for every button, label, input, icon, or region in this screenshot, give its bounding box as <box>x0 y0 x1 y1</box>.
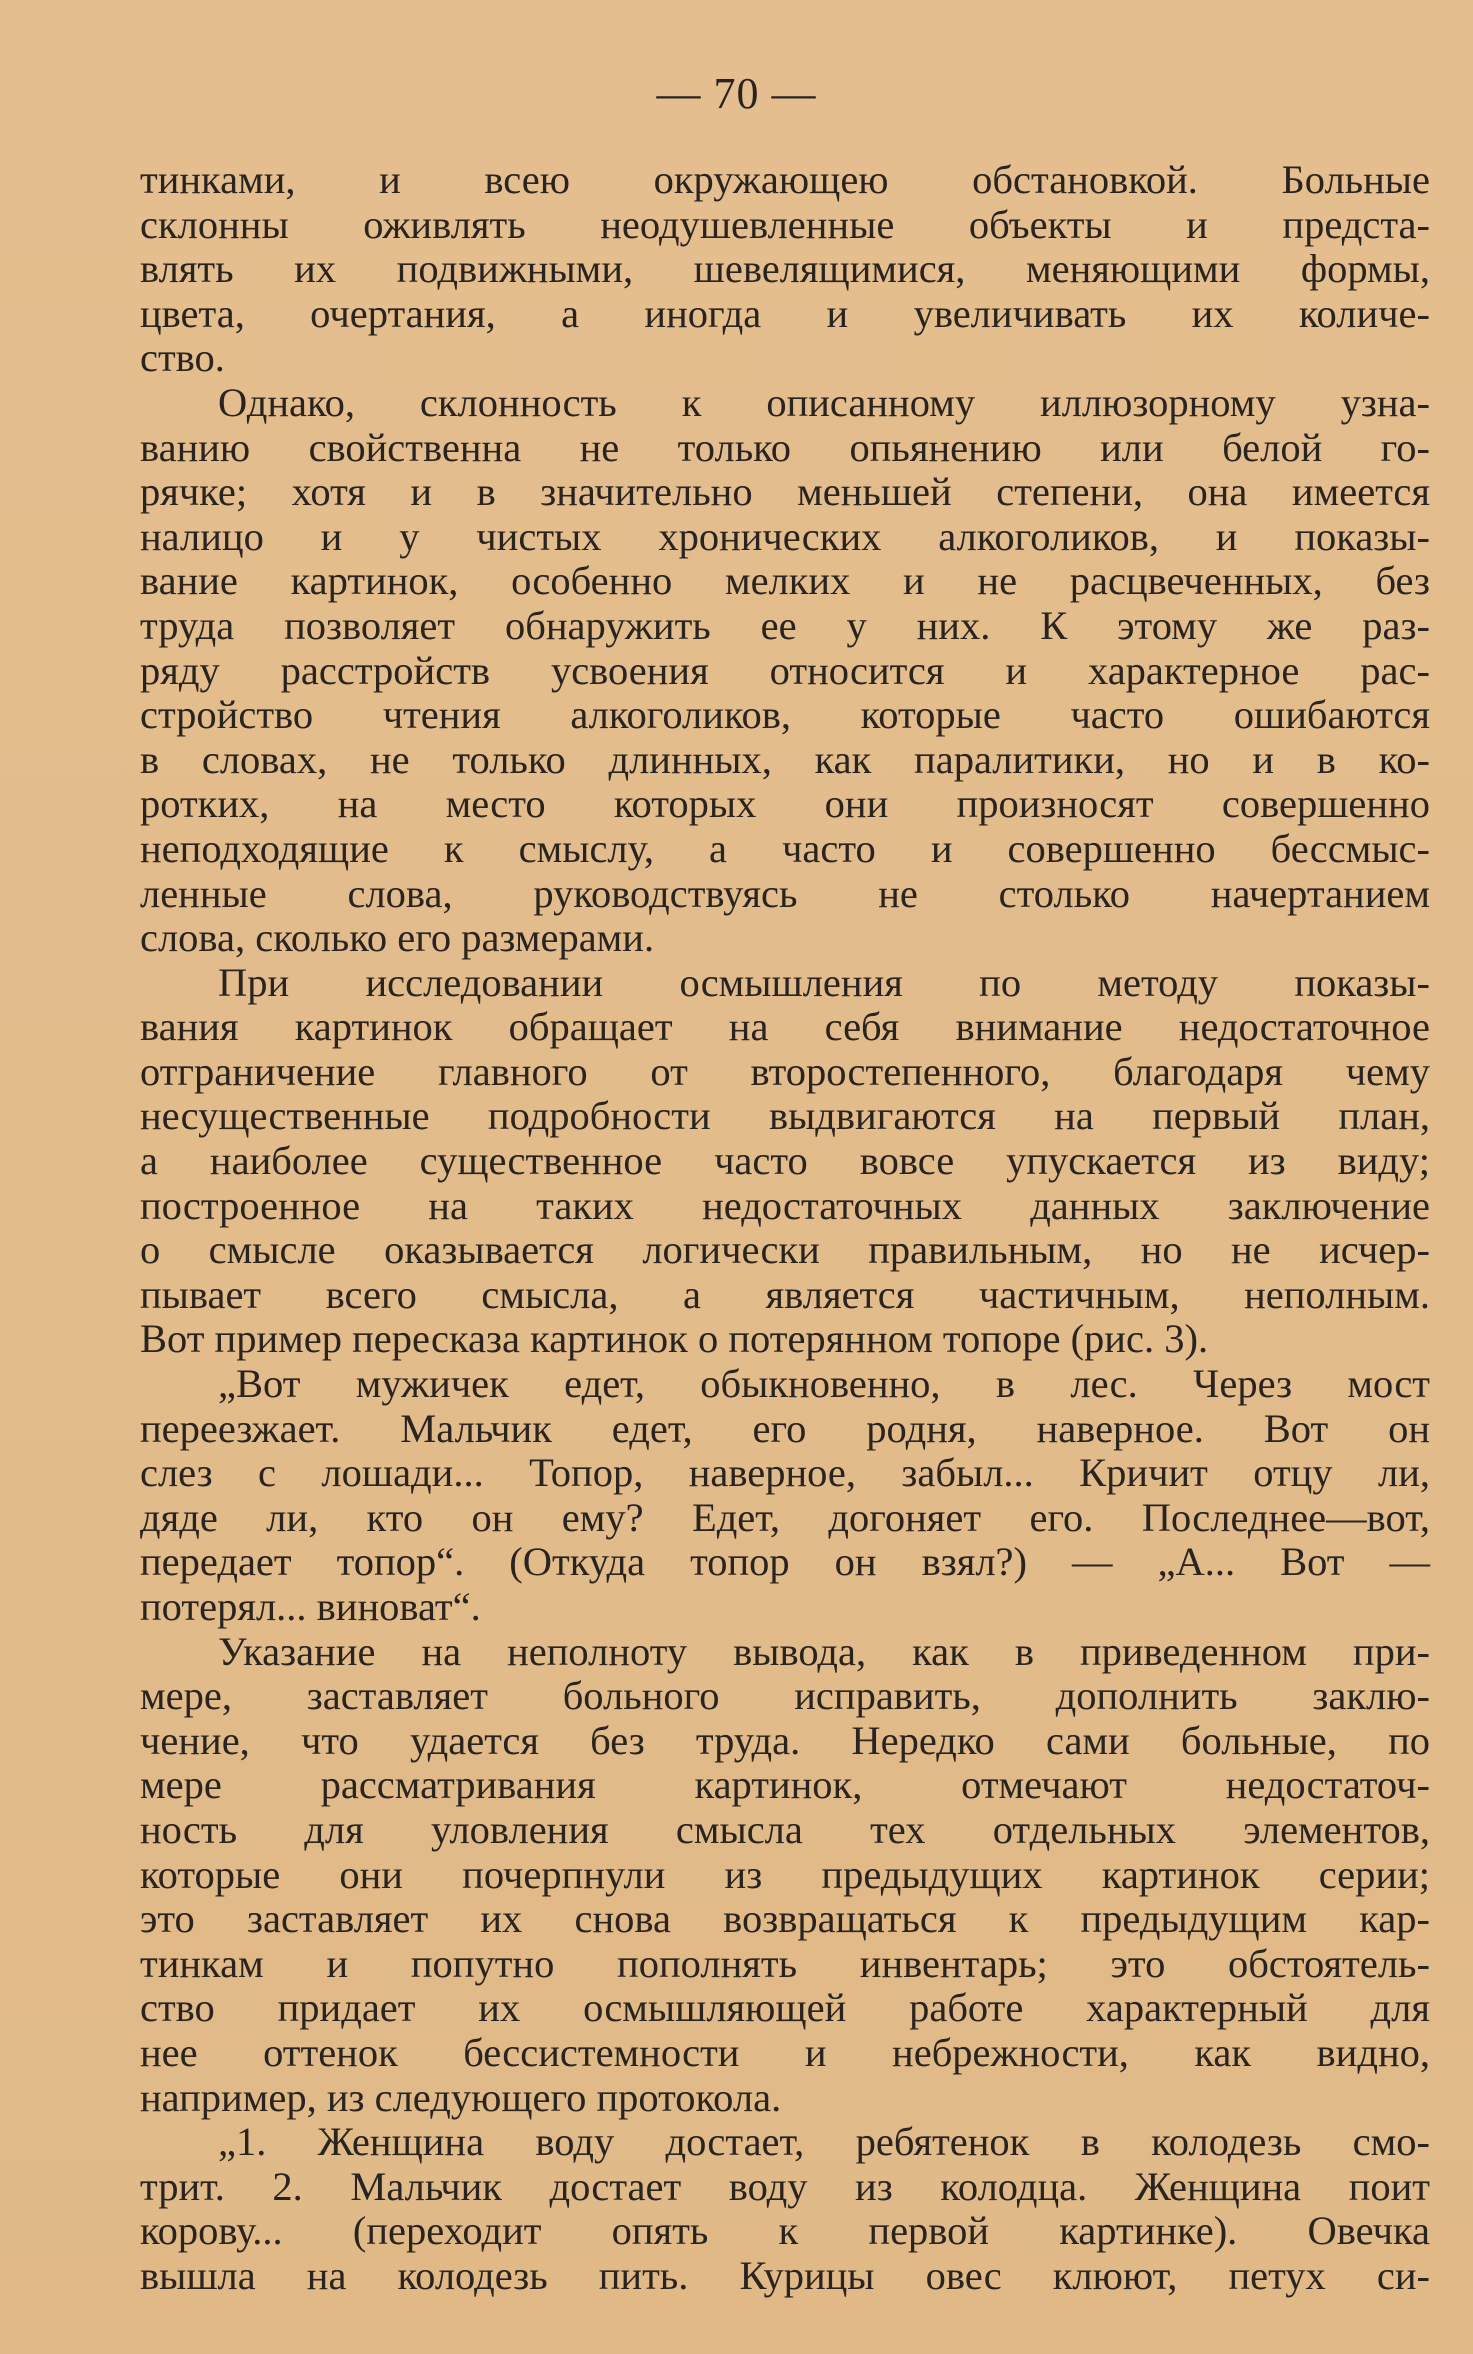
paragraph <box>140 961 1430 1362</box>
text-line: ряду расстройств усвоения относится и характерное рас- <box>140 647 1430 693</box>
body-text <box>140 158 1430 2299</box>
text-line: ленные слова, руководствуясь не столько начертанием <box>140 870 1430 916</box>
page-number: — 70 — <box>656 69 817 118</box>
paragraph <box>140 158 1430 381</box>
text-line: Однако, склонность к описанному иллюзорному узна- <box>218 379 1430 425</box>
paragraph <box>140 2120 1430 2298</box>
text-line: ство придает их осмышляющей работе характерный для <box>140 1985 1430 2031</box>
text-line: склонны оживлять неодушевленные объекты и предста- <box>140 201 1430 247</box>
text-line: потерял... виноват“. <box>140 1584 481 1629</box>
text-line: слез с лошади... Топор, наверное, забыл... Кричит отцу ли, <box>140 1450 1430 1496</box>
text-line: рячке; хотя и в значительно меньшей степени, она имеется <box>140 469 1430 515</box>
text-line: ротких, на место которых они произносят совершенно <box>140 781 1430 827</box>
text-line: тинкам и попутно пополнять инвентарь; это обстоятель- <box>140 1940 1430 1986</box>
text-line: цвета, очертания, а иногда и увеличивать их количе- <box>140 290 1430 336</box>
text-line: Указание на неполноту вывода, как в приведенном при- <box>218 1628 1430 1674</box>
text-line: труда позволяет обнаружить ее у них. К этому же раз- <box>140 602 1430 648</box>
text-line: трит. 2. Мальчик достает воду из колодца. Женщина поит <box>140 2163 1430 2209</box>
text-line: неподходящие к смыслу, а часто и совершенно бессмыс- <box>140 825 1430 871</box>
text-line: передает топор“. (Откуда топор он взял?) — „А... Вот — <box>140 1539 1430 1585</box>
text-line: отграничение главного от второстепенного, благодаря чему <box>140 1048 1430 1094</box>
text-line: это заставляет их снова возвращаться к предыдущим кар- <box>140 1896 1430 1942</box>
text-line: пывает всего смысла, а является частичным, неполным. <box>140 1271 1430 1317</box>
text-line: вышла на колодезь пить. Курицы овес клюют, петух си- <box>140 2252 1430 2298</box>
text-line: Вот пример пересказа картинок о потерянном топоре (рис. 3). <box>140 1316 1209 1362</box>
text-line: дяде ли, кто он ему? Едет, догоняет его. Последнее—вот, <box>140 1494 1430 1540</box>
text-line: нее оттенок бессистемности и небрежности, как видно, <box>140 2029 1430 2075</box>
text-line: а наиболее существенное часто вовсе упускается из виду; <box>140 1138 1430 1184</box>
text-line: ность для уловления смысла тех отдельных элементов, <box>140 1806 1430 1852</box>
text-line: которые они почерпнули из предыдущих картинок серии; <box>140 1851 1430 1897</box>
text-line: „1. Женщина воду достает, ребятенок в колодезь смо- <box>218 2119 1430 2165</box>
text-line: тинками, и всею окружающею обстановкой. Больные <box>140 157 1430 202</box>
text-line: При исследовании осмышления по методу показы- <box>218 959 1430 1005</box>
text-line: ванию свойственна не только опьянению или белой го- <box>140 424 1430 470</box>
text-line: мере, заставляет больного исправить, дополнить заклю- <box>140 1673 1430 1719</box>
text-line: вания картинок обращает на себя внимание недостаточное <box>140 1004 1430 1050</box>
text-line: ство. <box>140 335 225 381</box>
text-line: слова, сколько его размерами. <box>140 915 655 961</box>
text-line: вание картинок, особенно мелких и не расцвеченных, без <box>140 558 1430 604</box>
text-line: корову... (переходит опять к первой картинке). Овечка <box>140 2208 1430 2254</box>
text-line: „Вот мужичек едет, обыкновенно, в лес. Через мост <box>218 1361 1430 1407</box>
text-line: переезжает. Мальчик едет, его родня, наверное. Вот он <box>140 1405 1430 1451</box>
text-line: например, из следующего протокола. <box>140 2074 782 2120</box>
text-line: в словах, не только длинных, как паралитики, но и в ко- <box>140 736 1430 782</box>
text-line: мере рассматривания картинок, отмечают недостаточ- <box>140 1762 1430 1808</box>
text-line: несущественные подробности выдвигаются на первый план, <box>140 1093 1430 1139</box>
text-line: о смысле оказывается логически правильным, но не исчер- <box>140 1227 1430 1273</box>
paragraph <box>140 1630 1430 2121</box>
text-line: чение, что удается без труда. Нередко сами больные, по <box>140 1717 1430 1763</box>
paragraph <box>140 381 1430 961</box>
text-line: влять их подвижными, шевелящимися, меняющими формы, <box>140 246 1430 292</box>
text-line: налицо и у чистых хронических алкоголиков, и показы- <box>140 513 1430 559</box>
text-line: построенное на таких недостаточных данных заключение <box>140 1182 1430 1228</box>
paragraph <box>140 1362 1430 1630</box>
text-line: стройство чтения алкоголиков, которые часто ошибаются <box>140 692 1430 738</box>
